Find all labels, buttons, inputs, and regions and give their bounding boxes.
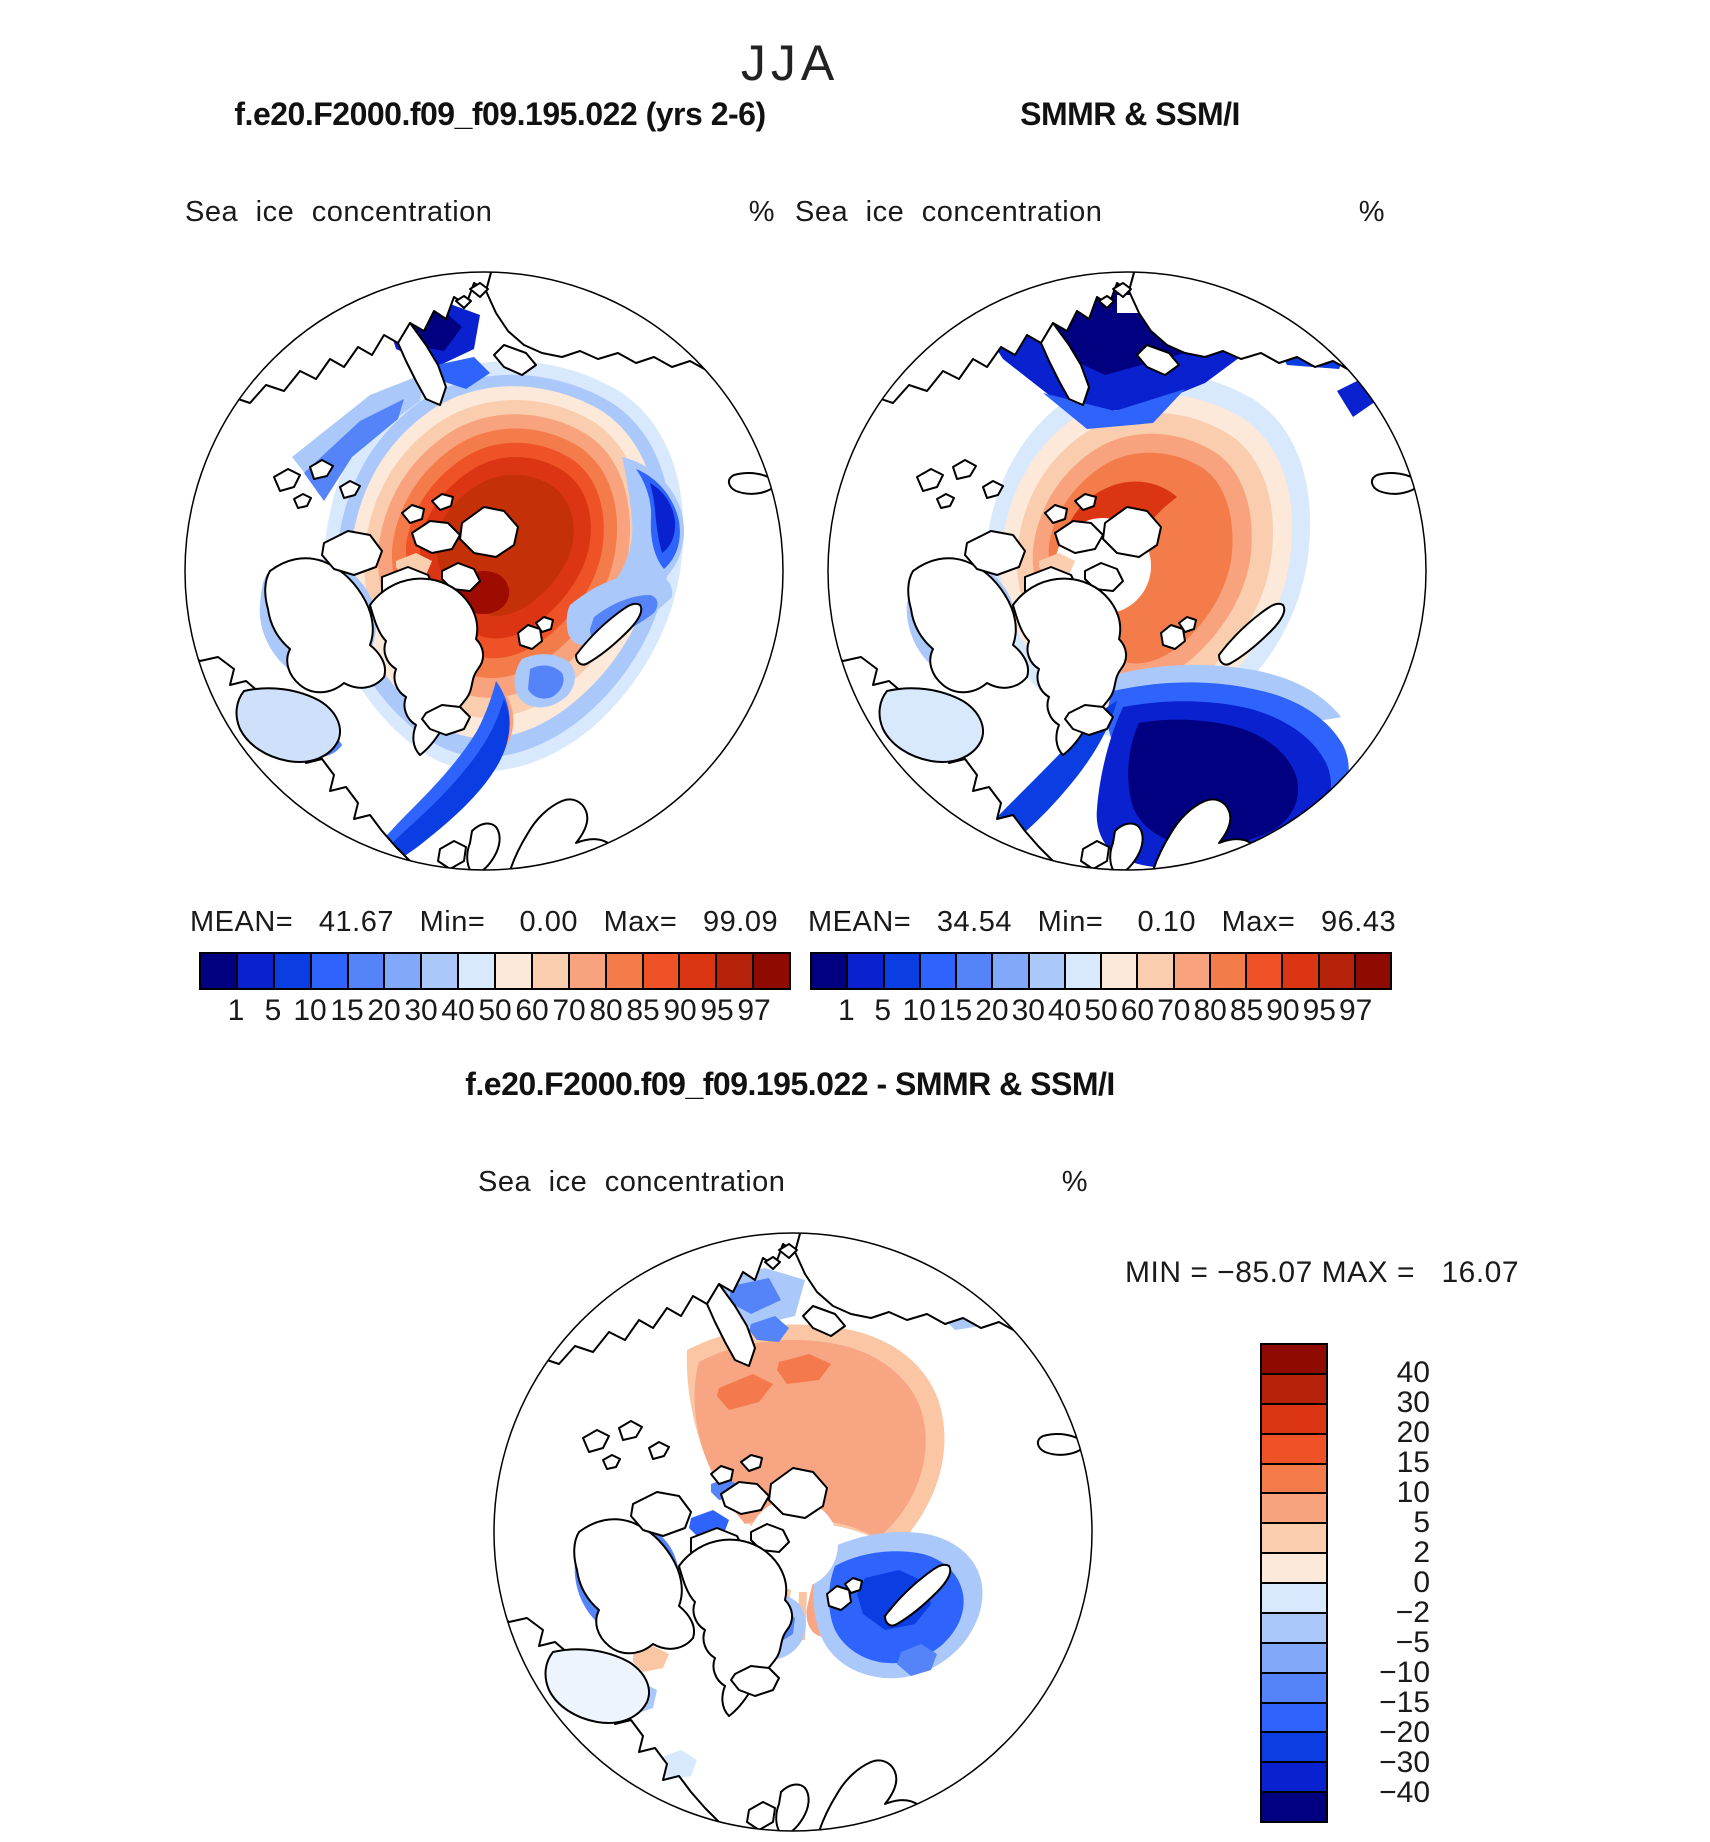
- colorbar-cell: [1262, 1405, 1326, 1433]
- colorbar-tick-label: 95: [1302, 994, 1336, 1027]
- colorbar-tick-label: 50: [478, 994, 512, 1027]
- colorbar-tick-label: 1: [838, 994, 855, 1027]
- season-title: JJA: [740, 35, 840, 91]
- colorbar-cell: [1262, 1674, 1326, 1702]
- colorbar-tick-label: 70: [1157, 994, 1191, 1027]
- colorbar-tick-label: 85: [1229, 994, 1264, 1027]
- colorbar-cell: [1262, 1465, 1326, 1493]
- model-field-label: Sea ice concentration: [185, 196, 493, 228]
- colorbar-tick-label: −5: [1395, 1626, 1430, 1659]
- diff-colorbar: [1260, 1343, 1328, 1823]
- colorbar-cell: [1138, 954, 1172, 988]
- colorbar-cell: [921, 954, 955, 988]
- colorbar-tick-label: 2: [1413, 1536, 1430, 1569]
- colorbar-tick-label: 20: [975, 994, 1009, 1027]
- obs-panel-title: SMMR & SSM/I: [1020, 96, 1240, 132]
- colorbar-cell: [422, 954, 457, 988]
- colorbar-tick-label: 97: [1338, 994, 1373, 1027]
- colorbar-cell: [1262, 1584, 1326, 1612]
- colorbar-cell: [533, 954, 568, 988]
- colorbar-tick-label: 97: [737, 994, 771, 1027]
- colorbar-tick-label: 40: [1047, 994, 1082, 1027]
- colorbar-tick-label: 15: [330, 994, 364, 1027]
- colorbar-tick-label: 90: [1266, 994, 1300, 1027]
- diff-map-svg: [483, 1222, 1103, 1842]
- colorbar-cell: [957, 954, 991, 988]
- colorbar-tick-label: 50: [1084, 994, 1118, 1027]
- colorbar-tick-label: 20: [1396, 1416, 1430, 1449]
- colorbar-tick-label: 10: [293, 994, 327, 1027]
- obs-map: [817, 261, 1437, 881]
- colorbar-tick-label: 40: [441, 994, 475, 1027]
- colorbar-cell: [570, 954, 605, 988]
- colorbar-cell: [1262, 1704, 1326, 1732]
- colorbar-tick-label: 10: [1396, 1476, 1430, 1509]
- model-map: [174, 261, 794, 881]
- colorbar-tick-label: 70: [552, 994, 586, 1027]
- colorbar-cell: [459, 954, 494, 988]
- colorbar-cell: [1262, 1494, 1326, 1522]
- model-colorbar: [199, 952, 791, 990]
- colorbar-cell: [312, 954, 347, 988]
- obs-colorbar-ticks: [810, 994, 1392, 1028]
- diff-panel-title: f.e20.F2000.f09_f09.195.022 - SMMR & SSM/I: [465, 1066, 1115, 1102]
- colorbar-cell: [993, 954, 1027, 988]
- colorbar-cell: [201, 954, 236, 988]
- colorbar-cell: [885, 954, 919, 988]
- colorbar-cell: [1262, 1793, 1326, 1821]
- colorbar-cell: [1102, 954, 1136, 988]
- colorbar-cell: [1262, 1763, 1326, 1791]
- colorbar-cell: [349, 954, 384, 988]
- colorbar-cell: [1066, 954, 1100, 988]
- obs-units-label: %: [1358, 196, 1385, 228]
- colorbar-cell: [385, 954, 420, 988]
- obs-field-label: Sea ice concentration: [795, 196, 1103, 228]
- colorbar-tick-label: 5: [264, 994, 282, 1027]
- colorbar-cell: [1262, 1733, 1326, 1761]
- model-stats-line: MEAN= 41.67 Min= 0.00 Max= 99.09: [190, 906, 779, 938]
- colorbar-tick-label: 0: [1413, 1566, 1430, 1599]
- colorbar-cell: [1262, 1345, 1326, 1373]
- colorbar-cell: [1247, 954, 1281, 988]
- colorbar-cell: [644, 954, 679, 988]
- colorbar-cell: [1283, 954, 1317, 988]
- colorbar-tick-label: 80: [589, 994, 623, 1027]
- diff-field-label: Sea ice concentration: [478, 1166, 786, 1198]
- colorbar-tick-label: 60: [515, 994, 549, 1027]
- colorbar-cell: [848, 954, 882, 988]
- diff-map: [483, 1222, 1103, 1842]
- colorbar-tick-label: 85: [626, 994, 660, 1027]
- colorbar-tick-label: 60: [1120, 994, 1155, 1027]
- colorbar-tick-label: −2: [1395, 1596, 1430, 1629]
- colorbar-tick-label: −20: [1379, 1716, 1430, 1749]
- colorbar-cell: [1262, 1435, 1326, 1463]
- colorbar-tick-label: 95: [700, 994, 734, 1027]
- diff-stats-line: MIN = −85.07 MAX = 16.07: [1125, 1256, 1520, 1289]
- model-panel-title: f.e20.F2000.f09_f09.195.022 (yrs 2-6): [234, 96, 766, 132]
- colorbar-tick-label: 90: [663, 994, 697, 1027]
- colorbar-tick-label: 40: [1396, 1356, 1430, 1389]
- colorbar-tick-label: −30: [1379, 1746, 1430, 1779]
- diff-colorbar-ticks: [1338, 1343, 1442, 1823]
- obs-colorbar: [810, 952, 1392, 990]
- colorbar-tick-label: −40: [1379, 1776, 1430, 1809]
- colorbar-tick-label: −10: [1379, 1656, 1430, 1689]
- colorbar-cell: [812, 954, 846, 988]
- colorbar-cell: [1262, 1644, 1326, 1672]
- colorbar-cell: [238, 954, 273, 988]
- colorbar-cell: [1211, 954, 1245, 988]
- colorbar-cell: [1262, 1375, 1326, 1403]
- colorbar-cell: [717, 954, 752, 988]
- colorbar-cell: [1262, 1614, 1326, 1642]
- model-colorbar-ticks: [199, 994, 791, 1028]
- colorbar-cell: [1356, 954, 1390, 988]
- obs-map-svg: [817, 261, 1437, 881]
- colorbar-cell: [1262, 1554, 1326, 1582]
- colorbar-cell: [1175, 954, 1209, 988]
- colorbar-tick-label: 30: [1011, 994, 1045, 1027]
- colorbar-tick-label: 30: [404, 994, 438, 1027]
- colorbar-tick-label: 15: [938, 994, 973, 1027]
- colorbar-tick-label: 5: [1413, 1506, 1430, 1539]
- colorbar-tick-label: 1: [227, 994, 245, 1027]
- colorbar-tick-label: 5: [874, 994, 892, 1027]
- model-map-svg: [174, 261, 794, 881]
- colorbar-tick-label: 20: [367, 994, 401, 1027]
- colorbar-cell: [607, 954, 642, 988]
- model-units-label: %: [748, 196, 775, 228]
- colorbar-cell: [1320, 954, 1354, 988]
- colorbar-cell: [754, 954, 789, 988]
- diff-units-label: %: [1061, 1166, 1088, 1198]
- colorbar-cell: [496, 954, 531, 988]
- colorbar-tick-label: −15: [1379, 1686, 1430, 1719]
- colorbar-tick-label: 80: [1193, 994, 1227, 1027]
- colorbar-tick-label: 10: [902, 994, 936, 1027]
- colorbar-tick-label: 30: [1396, 1386, 1430, 1419]
- colorbar-tick-label: 15: [1396, 1446, 1430, 1479]
- colorbar-cell: [1030, 954, 1064, 988]
- colorbar-cell: [275, 954, 310, 988]
- colorbar-cell: [1262, 1524, 1326, 1552]
- obs-stats-line: MEAN= 34.54 Min= 0.10 Max= 96.43: [808, 906, 1397, 938]
- colorbar-cell: [680, 954, 715, 988]
